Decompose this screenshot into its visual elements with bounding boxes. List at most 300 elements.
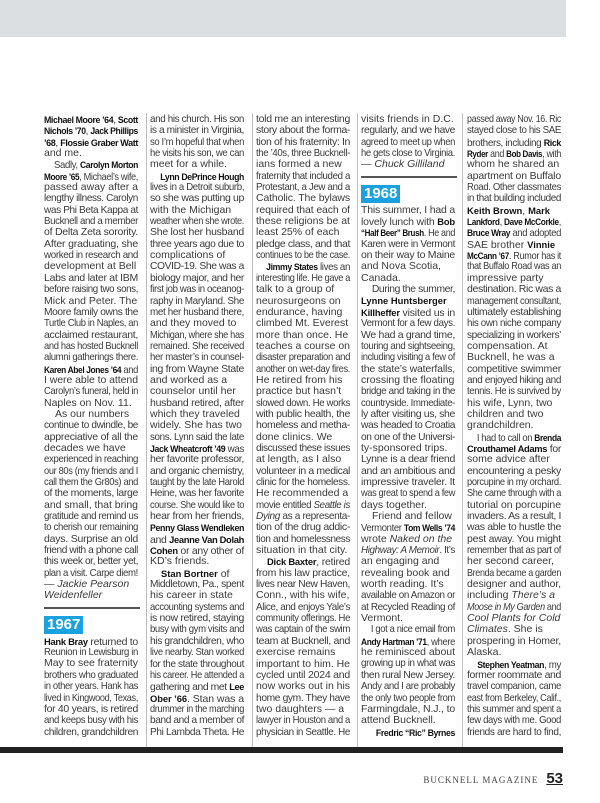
text: with public health, the bbox=[256, 407, 350, 420]
text: grandchildren. bbox=[467, 419, 534, 432]
text-line bbox=[467, 420, 534, 431]
text: he visits his son, we can bbox=[150, 147, 245, 160]
text: May to see fraternity bbox=[44, 657, 138, 670]
text: Protestant, a Jew and a bbox=[256, 181, 350, 194]
text-line bbox=[150, 681, 244, 692]
bold-name: Brenda bbox=[534, 431, 561, 443]
text-line bbox=[361, 636, 455, 647]
bold-name: Hank Bray bbox=[44, 635, 88, 647]
text: Phi Lambda Theta. He bbox=[150, 725, 244, 738]
text-line bbox=[467, 602, 561, 613]
text: We had a grand time, bbox=[361, 328, 455, 341]
text-line bbox=[150, 727, 244, 738]
text: wrote bbox=[361, 532, 390, 545]
text: lived in Kingwood, Texas, bbox=[44, 691, 138, 704]
text-line bbox=[150, 443, 244, 454]
text: of the moments, large bbox=[44, 487, 138, 500]
text: Middletown, Pa., spent bbox=[150, 578, 244, 591]
text: Karen were in Vermont bbox=[361, 237, 455, 250]
text: stayed close to his SAE bbox=[467, 124, 562, 137]
text: agreed to meet up when bbox=[361, 135, 455, 148]
text: and small, that bring bbox=[44, 498, 138, 511]
text: tion of the drug addic- bbox=[256, 521, 350, 534]
text-line bbox=[467, 216, 561, 227]
text: and an ambitious and bbox=[361, 464, 455, 477]
text-line bbox=[361, 239, 455, 250]
text: biology major, and her bbox=[150, 271, 244, 284]
text-line bbox=[150, 398, 244, 409]
text-line bbox=[256, 125, 350, 136]
text-line bbox=[361, 545, 455, 556]
text-line bbox=[150, 307, 244, 318]
text: lawyer in Houston and a bbox=[256, 714, 350, 727]
text: Sadly, bbox=[54, 159, 81, 172]
text: Vermont. bbox=[361, 612, 404, 625]
text-line bbox=[150, 500, 244, 511]
text: Mick and Peter. The bbox=[44, 294, 138, 307]
text: . She is bbox=[507, 623, 543, 636]
bold-name: Bob Davis bbox=[506, 148, 543, 160]
bold-name: Nichols ’70 bbox=[44, 125, 86, 137]
text-line bbox=[44, 420, 138, 431]
text: , bbox=[558, 216, 562, 229]
text-line bbox=[150, 511, 244, 522]
text: countryside. Immediate- bbox=[361, 396, 456, 409]
text-line bbox=[256, 727, 350, 738]
text: of Delta Zeta sorority. bbox=[44, 226, 138, 239]
text-line bbox=[150, 432, 244, 443]
text: As our numbers bbox=[55, 407, 130, 420]
text: story about the forma- bbox=[256, 124, 350, 137]
text-line bbox=[361, 159, 444, 170]
text: Heine, was her favorite bbox=[150, 487, 245, 500]
paragraph bbox=[361, 511, 457, 624]
text: community offerings. He bbox=[256, 612, 350, 625]
text-line bbox=[256, 511, 350, 522]
text: or any other of bbox=[177, 545, 244, 558]
text: east from Berkeley, Calif., bbox=[467, 691, 561, 704]
text-line bbox=[467, 432, 561, 443]
text: touring and sightseeing, bbox=[361, 339, 455, 352]
text: was Phi Beta Kappa at bbox=[44, 203, 138, 216]
paragraph bbox=[150, 114, 246, 171]
italic-text: Climates bbox=[467, 623, 508, 636]
text-line bbox=[256, 624, 350, 635]
text: that Buffalo Road was an bbox=[467, 260, 561, 273]
text: busy with gym visits and bbox=[150, 623, 245, 636]
text-line bbox=[361, 398, 455, 409]
text: During the summer, bbox=[371, 283, 456, 296]
text-line bbox=[44, 284, 138, 295]
bold-name: Carolyn Morton bbox=[80, 159, 138, 171]
text: destination. Ric was a bbox=[467, 283, 561, 296]
bold-name: Stephen Yeatman bbox=[477, 658, 545, 670]
text: . He and bbox=[423, 227, 455, 240]
text: I had to call on bbox=[476, 431, 535, 444]
bold-name: Ryder bbox=[467, 148, 488, 160]
text: was bbox=[225, 442, 244, 455]
text: hear from her friends, bbox=[150, 510, 244, 523]
text-line bbox=[150, 159, 227, 170]
paragraph bbox=[44, 636, 140, 738]
text: decades we have bbox=[44, 441, 126, 454]
text: He recommended a bbox=[256, 487, 349, 500]
text: and Nova Scotia, bbox=[361, 260, 441, 273]
bold-name: Jack Phillips bbox=[90, 125, 139, 137]
text-line bbox=[256, 579, 350, 590]
bold-name: Lankford bbox=[467, 216, 500, 228]
text-line bbox=[44, 159, 138, 170]
text: compensation. At bbox=[467, 339, 548, 352]
text-line bbox=[467, 261, 561, 272]
text: ty-sponsored trips. bbox=[361, 441, 448, 454]
text-line bbox=[467, 137, 561, 148]
bold-name: Penny Glass Wendleken bbox=[150, 522, 245, 534]
italic-text: Dying bbox=[256, 510, 280, 523]
signature bbox=[361, 727, 457, 738]
bold-name: Bruce Wray bbox=[467, 227, 511, 239]
text: discussed these issues bbox=[256, 441, 350, 454]
text: and his church. His son bbox=[150, 113, 244, 125]
text: few days with me. Good bbox=[467, 714, 561, 727]
text: in other years. Hank has bbox=[44, 680, 138, 693]
text: , where bbox=[426, 635, 455, 648]
text: course. She would like to bbox=[150, 498, 245, 511]
text: ultimately establishing bbox=[467, 305, 561, 318]
text: situation in that city. bbox=[256, 544, 348, 557]
text: revealing book and bbox=[361, 566, 450, 579]
paragraph bbox=[44, 159, 140, 409]
text: on one of the Universi- bbox=[361, 430, 456, 443]
text-line bbox=[467, 227, 561, 238]
paragraph bbox=[361, 114, 457, 171]
text: impressive party bbox=[467, 271, 544, 284]
italic-text: — Chuck Gilliland bbox=[361, 158, 445, 171]
text: passed away after a bbox=[44, 181, 138, 194]
text: appreciative of all the bbox=[44, 430, 138, 443]
text: travel companion, came bbox=[467, 680, 561, 693]
magazine-name: BUCKNELL MAGAZINE bbox=[423, 775, 539, 785]
text: two daughters — a bbox=[256, 702, 345, 715]
text: specializing in workers’ bbox=[467, 328, 561, 341]
text: exercise remains bbox=[256, 646, 336, 659]
text: , bbox=[113, 114, 118, 126]
paragraph bbox=[361, 284, 457, 511]
text: Lynne is a dear friend bbox=[361, 453, 455, 466]
paragraph bbox=[467, 114, 563, 432]
bold-name: Lynn DePrince Hough bbox=[160, 170, 244, 182]
text: ians formed a new bbox=[256, 158, 342, 171]
text: worked in research and bbox=[44, 249, 139, 262]
text-line bbox=[256, 443, 350, 454]
text-line bbox=[150, 534, 244, 545]
paragraph bbox=[44, 114, 140, 159]
bold-name: Vinnie bbox=[527, 238, 556, 250]
text: Bucknell and a member bbox=[44, 215, 139, 228]
column-divider bbox=[252, 113, 253, 747]
text: remained. She received bbox=[150, 339, 245, 352]
italic-text: — Jackie Pearson bbox=[44, 578, 130, 591]
text: his own niche company bbox=[467, 317, 561, 330]
text: He retired from his bbox=[256, 373, 343, 386]
text: pest away. You might bbox=[467, 532, 561, 545]
paragraph bbox=[361, 205, 457, 284]
text-column-4 bbox=[361, 114, 457, 738]
text: , with bbox=[542, 148, 561, 161]
text: his career. He attended a bbox=[150, 668, 244, 681]
text-line bbox=[467, 579, 561, 590]
text: met her husband there, bbox=[150, 305, 245, 318]
bold-name: Jack Wheatcroft ’49 bbox=[150, 442, 226, 454]
text-line bbox=[44, 250, 138, 261]
text: , bbox=[499, 216, 505, 229]
bold-name: Moore ’65 bbox=[44, 170, 80, 182]
text: Alice, and enjoys Yale’s bbox=[256, 600, 351, 613]
text-line bbox=[361, 522, 455, 533]
text: . Rumor has it bbox=[508, 250, 562, 263]
text: friend with a phone call bbox=[44, 544, 138, 557]
text: experienced in reaching bbox=[44, 453, 139, 466]
text: first job was in oceanog- bbox=[150, 283, 244, 296]
text: Canada. bbox=[361, 271, 401, 284]
text: Vermont for a few days. bbox=[361, 317, 456, 330]
text: so I’m hopeful that when bbox=[150, 135, 244, 148]
italic-text: Naked on the bbox=[389, 532, 453, 545]
text: competitive swimmer bbox=[467, 362, 561, 375]
italic-text: Cool Plants for Cold bbox=[467, 612, 561, 625]
text: at Recycled Reading of bbox=[361, 600, 455, 613]
text: our 80s (my friends and I bbox=[44, 464, 138, 477]
text: , my bbox=[544, 658, 562, 671]
text-line bbox=[256, 477, 350, 488]
bold-name: Dick Baxter bbox=[267, 556, 317, 568]
text: clinic for the homeless. bbox=[256, 476, 350, 488]
text: ly after visiting us, she bbox=[361, 407, 455, 420]
text: plan a visit. Carpe diem! bbox=[44, 566, 138, 579]
italic-text: Moose in My Garden bbox=[467, 600, 545, 613]
bold-name: Fredric “Ric” Byrnes bbox=[375, 726, 455, 738]
text: lives in a Detroit suburb, bbox=[150, 181, 245, 194]
text-line bbox=[256, 193, 350, 204]
text: complications of bbox=[150, 249, 226, 262]
section-rule bbox=[361, 176, 457, 178]
text-line bbox=[44, 568, 138, 579]
bold-name: Mark bbox=[528, 204, 550, 216]
text: alumni gatherings there. bbox=[44, 351, 139, 364]
bold-name: Rick bbox=[543, 136, 561, 148]
bold-name: Michael Moore ’64 bbox=[44, 114, 114, 125]
text-column-3 bbox=[256, 114, 352, 738]
bold-name: Crouthamel Adams bbox=[467, 442, 548, 454]
text: I were able to attend bbox=[44, 373, 138, 386]
text: her second career, bbox=[467, 555, 554, 568]
text: Naples on Nov. 11. bbox=[44, 396, 132, 409]
text: impressive traveler. It bbox=[361, 475, 455, 488]
text: This summer, I had a bbox=[361, 203, 455, 216]
text-line bbox=[44, 590, 102, 601]
text: three years ago due to bbox=[150, 237, 244, 250]
text: I got a nice email from bbox=[370, 623, 455, 636]
text: returned to bbox=[87, 635, 138, 648]
text-line bbox=[467, 330, 561, 341]
text: taught by the late Harold bbox=[150, 476, 245, 488]
text: designer and author, bbox=[467, 578, 561, 591]
text-line bbox=[150, 182, 244, 193]
text: of bbox=[217, 567, 230, 580]
text-line bbox=[361, 466, 455, 477]
italic-text: Seattle is bbox=[313, 498, 351, 511]
text: available on Amazon or bbox=[361, 589, 455, 602]
text: including visiting a few of bbox=[361, 351, 456, 364]
text: weather when she wrote. bbox=[150, 215, 245, 228]
bold-name: Scott bbox=[117, 114, 138, 125]
text: , Michael’s wife, bbox=[79, 170, 139, 183]
text: brothers who graduated bbox=[44, 668, 139, 681]
text: is now retired, staying bbox=[150, 612, 244, 625]
text-line bbox=[44, 647, 138, 658]
bold-name: “Half Beer” Brush bbox=[361, 227, 424, 239]
bold-name: Bob bbox=[437, 216, 455, 228]
text: , bbox=[522, 204, 529, 217]
text-line bbox=[44, 227, 138, 238]
bold-name: Keith Brown bbox=[467, 204, 523, 216]
bold-name: Cohen bbox=[150, 545, 178, 557]
paragraph bbox=[256, 261, 352, 556]
text: Andy and I are probably bbox=[361, 680, 456, 693]
text: neurosurgeons on bbox=[256, 294, 341, 307]
text: She lost her husband bbox=[150, 226, 244, 239]
text: Carolyn’s funeral, held in bbox=[44, 385, 139, 398]
text: Reunion in Lewisburg in bbox=[44, 646, 138, 659]
text: children, grandchildren bbox=[44, 725, 139, 738]
text: attend Bucknell. bbox=[361, 714, 436, 727]
text: management consultant, bbox=[467, 294, 561, 307]
italic-text: Highway: A Memoir bbox=[361, 544, 440, 557]
text: After graduating, she bbox=[44, 237, 138, 250]
text: in that building included bbox=[467, 192, 562, 205]
text: at length, as I also bbox=[256, 453, 342, 466]
text: porcupine in my orchard. bbox=[467, 476, 562, 488]
text: he gets close to Virginia. bbox=[361, 147, 456, 160]
text-column-5 bbox=[467, 114, 563, 738]
text-line bbox=[467, 443, 561, 454]
text-line bbox=[467, 636, 561, 647]
text: Bucknell, he was a bbox=[467, 351, 555, 364]
text: gratitude and remind us bbox=[44, 510, 138, 523]
text-column-1 bbox=[44, 114, 140, 738]
text: least 25% of each bbox=[256, 226, 340, 239]
text: , bbox=[85, 125, 91, 138]
text: gathering and met bbox=[150, 681, 230, 694]
text: apartment on Buffalo bbox=[467, 169, 561, 182]
text: and bbox=[544, 600, 561, 613]
text-line bbox=[150, 556, 209, 567]
text: climbed Mt. Everest bbox=[256, 317, 349, 330]
text: and bbox=[121, 363, 138, 376]
text: SAE brother bbox=[467, 238, 528, 251]
text: Labs and later at IBM bbox=[44, 271, 138, 284]
text: which they traveled bbox=[150, 407, 240, 420]
text: COVID-19. She was a bbox=[150, 260, 244, 273]
section-rule bbox=[44, 607, 140, 609]
text-line bbox=[361, 704, 455, 715]
text-line bbox=[361, 352, 455, 363]
paragraph bbox=[256, 556, 352, 738]
text: children and two bbox=[467, 407, 544, 420]
text-line bbox=[44, 171, 138, 182]
text-line bbox=[44, 522, 138, 533]
italic-text: There’s a bbox=[511, 589, 555, 602]
bold-name: Ober ’66 bbox=[150, 692, 187, 704]
text-line bbox=[150, 522, 244, 533]
text: tion and homelessness bbox=[256, 532, 351, 545]
text: Vermonter bbox=[361, 522, 404, 535]
text-line bbox=[150, 579, 244, 590]
text: was great to spend a few bbox=[361, 487, 456, 500]
text: so she was putting up bbox=[150, 192, 244, 205]
text-column-2 bbox=[150, 114, 246, 738]
text: lives an bbox=[317, 261, 351, 274]
text: encountering a pesky bbox=[467, 464, 561, 477]
column-divider bbox=[357, 113, 358, 747]
class-year-heading: 1967 bbox=[44, 616, 83, 634]
text: some advice after bbox=[467, 453, 550, 466]
text-line bbox=[256, 250, 350, 261]
text-line bbox=[150, 545, 244, 556]
text: friends are hard to find, bbox=[467, 725, 561, 738]
text: former roommate and bbox=[467, 668, 561, 681]
page-number: 53 bbox=[546, 770, 563, 787]
text-line bbox=[467, 125, 561, 136]
text: important to him. He bbox=[256, 657, 350, 670]
bold-name: Karen Abel Jones ’64 bbox=[44, 363, 122, 375]
text-line bbox=[256, 693, 350, 704]
text-line bbox=[361, 602, 455, 613]
column-divider bbox=[146, 113, 147, 747]
text: home gym. They have bbox=[256, 691, 350, 704]
text-line bbox=[44, 727, 138, 738]
text: was able to hustle the bbox=[467, 521, 561, 534]
text: acclaimed restaurant, bbox=[44, 328, 138, 341]
top-band bbox=[0, 0, 566, 37]
text-line bbox=[467, 647, 501, 658]
text-line bbox=[44, 364, 138, 375]
text: this summer and spent a bbox=[467, 702, 561, 715]
text: continues to be the case. bbox=[256, 249, 351, 262]
text-line bbox=[44, 352, 138, 363]
text-line bbox=[361, 624, 455, 635]
text: tutorial on porcupine bbox=[467, 498, 561, 511]
text: She came through with a bbox=[467, 487, 562, 500]
text: he reminisced about bbox=[361, 646, 455, 659]
text-line bbox=[44, 318, 138, 329]
text: Road. Other classmates bbox=[467, 181, 561, 194]
text-line bbox=[361, 488, 455, 499]
class-year-heading: 1968 bbox=[361, 185, 400, 203]
text-line bbox=[44, 125, 138, 136]
text: ing from Wayne State bbox=[150, 362, 244, 375]
text-line bbox=[44, 114, 138, 125]
text: regularly, and we have bbox=[361, 124, 456, 137]
text: . Stan was a bbox=[187, 692, 244, 705]
text: then rural New Jersey. bbox=[361, 668, 455, 681]
bottom-rule bbox=[0, 747, 563, 753]
text: is a minister in Virginia, bbox=[150, 124, 244, 137]
text: crossing the floating bbox=[361, 373, 455, 386]
text: this week or, better yet, bbox=[44, 555, 139, 568]
text: with the Michigan bbox=[150, 203, 232, 216]
text: done clinics. We bbox=[256, 430, 333, 443]
